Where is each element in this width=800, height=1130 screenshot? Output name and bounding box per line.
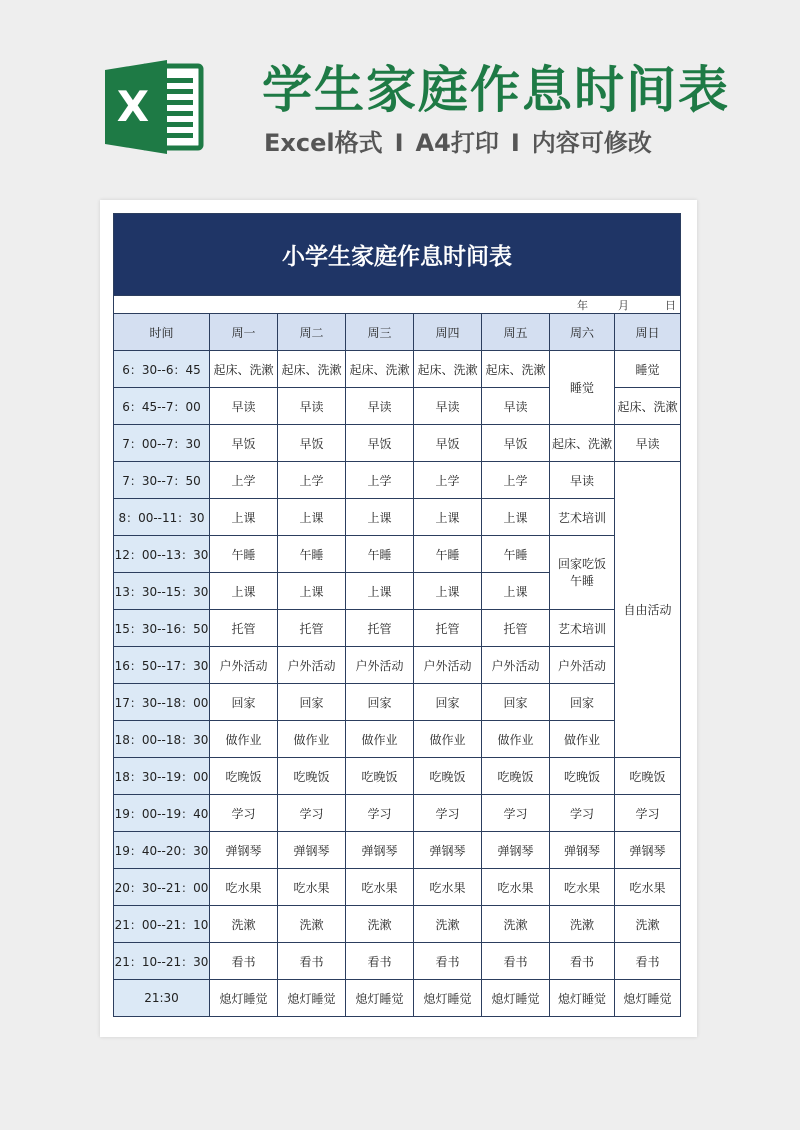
activity-cell-mon: 上课 [210,499,278,536]
activity-cell-tue: 上课 [278,499,346,536]
activity-cell-sun: 弹钢琴 [615,832,681,869]
time-slot: 7：00--7：30 [114,425,210,462]
schedule-row [114,499,681,536]
schedule-row [114,425,681,462]
activity-cell-wed: 回家 [346,684,414,721]
activity-cell-mon: 弹钢琴 [210,832,278,869]
activity-cell-sat: 户外活动 [550,647,615,684]
time-slot: 13：30--15：30 [114,573,210,610]
activity-cell-mon: 早饭 [210,425,278,462]
subtitle-separator: I [510,129,520,157]
activity-cell-mon: 午睡 [210,536,278,573]
time-slot: 6：30--6：45 [114,351,210,388]
activity-cell-fri: 学习 [482,795,550,832]
activity-cell-wed: 熄灯睡觉 [346,980,414,1017]
activity-cell-thu: 弹钢琴 [414,832,482,869]
activity-cell-fri: 上课 [482,573,550,610]
activity-cell-wed: 户外活动 [346,647,414,684]
schedule-row [114,610,681,647]
activity-cell-sat: 做作业 [550,721,615,758]
activity-cell-thu: 上学 [414,462,482,499]
activity-cell-sat: 洗漱 [550,906,615,943]
header-fri: 周五 [482,314,550,351]
activity-cell-thu: 熄灯睡觉 [414,980,482,1017]
activity-cell-wed: 做作业 [346,721,414,758]
subtitle-editable: 内容可修改 [531,129,652,157]
activity-cell-sat: 睡觉 [550,351,615,425]
activity-cell-tue: 早读 [278,388,346,425]
activity-cell-wed: 上学 [346,462,414,499]
activity-cell-mon: 看书 [210,943,278,980]
time-slot: 12：00--13：30 [114,536,210,573]
activity-cell-thu: 托管 [414,610,482,647]
activity-cell-mon: 洗漱 [210,906,278,943]
activity-cell-sat: 早读 [550,462,615,499]
activity-cell-sat: 熄灯睡觉 [550,980,615,1017]
activity-cell-tue: 托管 [278,610,346,647]
activity-cell-mon: 上学 [210,462,278,499]
activity-cell-fri: 看书 [482,943,550,980]
activity-cell-tue: 洗漱 [278,906,346,943]
activity-cell-wed: 早读 [346,388,414,425]
activity-cell-wed: 上课 [346,499,414,536]
activity-cell-thu: 做作业 [414,721,482,758]
activity-cell-sun: 吃水果 [615,869,681,906]
activity-cell-mon: 吃晚饭 [210,758,278,795]
activity-cell-sun: 洗漱 [615,906,681,943]
header-mon: 周一 [210,314,278,351]
activity-cell-fri: 洗漱 [482,906,550,943]
activity-cell-fri: 早饭 [482,425,550,462]
svg-text:X: X [116,82,150,131]
activity-cell-sun: 熄灯睡觉 [615,980,681,1017]
title-row [114,214,681,296]
activity-cell-sun: 看书 [615,943,681,980]
activity-cell-tue: 回家 [278,684,346,721]
time-slot: 21：10--21：30 [114,943,210,980]
sheet-title: 小学生家庭作息时间表 [114,214,681,296]
activity-cell-tue: 学习 [278,795,346,832]
schedule-row [114,906,681,943]
header-tue: 周二 [278,314,346,351]
date-row [114,296,681,314]
time-slot: 17：30--18：00 [114,684,210,721]
activity-cell-thu: 洗漱 [414,906,482,943]
activity-cell-wed: 洗漱 [346,906,414,943]
page-header [0,0,800,190]
activity-cell-fri: 托管 [482,610,550,647]
activity-cell-sun: 睡觉 [615,351,681,388]
activity-cell-mon: 早读 [210,388,278,425]
activity-cell-fri: 起床、洗漱 [482,351,550,388]
activity-cell-fri: 早读 [482,388,550,425]
header-time: 时间 [114,314,210,351]
activity-cell-fri: 做作业 [482,721,550,758]
schedule-row [114,980,681,1017]
activity-cell-tue: 上课 [278,573,346,610]
activity-cell-mon: 上课 [210,573,278,610]
activity-cell-tue: 看书 [278,943,346,980]
activity-cell-tue: 做作业 [278,721,346,758]
activity-cell-tue: 吃水果 [278,869,346,906]
schedule-row [114,684,681,721]
time-slot: 19：00--19：40 [114,795,210,832]
activity-cell-thu: 回家 [414,684,482,721]
activity-cell-thu: 起床、洗漱 [414,351,482,388]
activity-cell-tue: 午睡 [278,536,346,573]
activity-cell-wed: 吃水果 [346,869,414,906]
activity-cell-sat: 看书 [550,943,615,980]
activity-cell-wed: 吃晚饭 [346,758,414,795]
time-slot: 16：50--17：30 [114,647,210,684]
time-slot: 15：30--16：50 [114,610,210,647]
time-slot: 8：00--11：30 [114,499,210,536]
schedule-row [114,462,681,499]
activity-cell-sat: 起床、洗漱 [550,425,615,462]
page-subtitle [264,126,652,160]
activity-cell-tue: 熄灯睡觉 [278,980,346,1017]
schedule-row [114,795,681,832]
time-slot: 6：45--7：00 [114,388,210,425]
activity-cell-wed: 起床、洗漱 [346,351,414,388]
activity-cell-wed: 早饭 [346,425,414,462]
schedule-row [114,536,681,573]
month-label: 月 [618,298,629,312]
activity-cell-fri: 上课 [482,499,550,536]
activity-cell-wed: 学习 [346,795,414,832]
schedule-row [114,832,681,869]
time-slot: 18：30--19：00 [114,758,210,795]
activity-cell-thu: 吃水果 [414,869,482,906]
activity-cell-mon: 起床、洗漱 [210,351,278,388]
activity-cell-fri: 户外活动 [482,647,550,684]
time-slot: 19：40--20：30 [114,832,210,869]
activity-cell-thu: 早读 [414,388,482,425]
time-slot: 7：30--7：50 [114,462,210,499]
activity-cell-wed: 看书 [346,943,414,980]
activity-cell-tue: 吃晚饭 [278,758,346,795]
time-slot: 21:30 [114,980,210,1017]
activity-cell-sat: 吃水果 [550,869,615,906]
activity-cell-wed: 午睡 [346,536,414,573]
activity-cell-fri: 弹钢琴 [482,832,550,869]
day-label: 日 [665,298,676,312]
time-slot: 21：00--21：10 [114,906,210,943]
subtitle-print: A4打印 [415,129,499,157]
schedule-row [114,647,681,684]
schedule-table [113,213,681,1017]
date-line [114,296,681,314]
activity-cell-wed: 上课 [346,573,414,610]
spreadsheet-sheet [100,200,697,1037]
activity-cell-mon: 吃水果 [210,869,278,906]
time-slot: 20：30--21：00 [114,869,210,906]
activity-cell-sun: 自由活动 [615,462,681,758]
activity-cell-fri: 吃晚饭 [482,758,550,795]
activity-cell-thu: 吃晚饭 [414,758,482,795]
activity-cell-sat: 学习 [550,795,615,832]
subtitle-separator: I [394,129,404,157]
activity-cell-sat: 艺术培训 [550,499,615,536]
column-header-row [114,314,681,351]
activity-cell-thu: 早饭 [414,425,482,462]
activity-cell-mon: 托管 [210,610,278,647]
activity-cell-sat: 艺术培训 [550,610,615,647]
activity-cell-fri: 上学 [482,462,550,499]
schedule-row [114,943,681,980]
activity-cell-thu: 学习 [414,795,482,832]
activity-cell-fri: 熄灯睡觉 [482,980,550,1017]
activity-cell-wed: 托管 [346,610,414,647]
activity-cell-sun: 早读 [615,425,681,462]
header-sat: 周六 [550,314,615,351]
activity-cell-thu: 上课 [414,573,482,610]
activity-cell-fri: 午睡 [482,536,550,573]
activity-cell-mon: 熄灯睡觉 [210,980,278,1017]
activity-cell-fri: 回家 [482,684,550,721]
header-sun: 周日 [615,314,681,351]
activity-cell-sat: 回家吃饭午睡 [550,536,615,610]
year-label: 年 [577,298,588,312]
page-title: 学生家庭作息时间表 [262,61,730,119]
header-wed: 周三 [346,314,414,351]
activity-cell-sat: 弹钢琴 [550,832,615,869]
activity-cell-sun: 学习 [615,795,681,832]
subtitle-format: Excel格式 [264,129,383,157]
activity-cell-sun: 起床、洗漱 [615,388,681,425]
activity-cell-thu: 看书 [414,943,482,980]
activity-cell-sat: 吃晚饭 [550,758,615,795]
activity-cell-wed: 弹钢琴 [346,832,414,869]
activity-cell-mon: 学习 [210,795,278,832]
activity-cell-sun: 吃晚饭 [615,758,681,795]
activity-cell-thu: 上课 [414,499,482,536]
excel-logo-icon [105,58,205,156]
time-slot: 18：00--18：30 [114,721,210,758]
schedule-row [114,869,681,906]
activity-cell-fri: 吃水果 [482,869,550,906]
schedule-row [114,758,681,795]
activity-cell-mon: 做作业 [210,721,278,758]
activity-cell-mon: 户外活动 [210,647,278,684]
activity-cell-mon: 回家 [210,684,278,721]
activity-cell-thu: 户外活动 [414,647,482,684]
schedule-row [114,721,681,758]
activity-cell-tue: 早饭 [278,425,346,462]
activity-cell-tue: 起床、洗漱 [278,351,346,388]
schedule-row [114,351,681,388]
activity-cell-tue: 上学 [278,462,346,499]
header-thu: 周四 [414,314,482,351]
activity-cell-sat: 回家 [550,684,615,721]
activity-cell-tue: 户外活动 [278,647,346,684]
activity-cell-tue: 弹钢琴 [278,832,346,869]
activity-cell-thu: 午睡 [414,536,482,573]
